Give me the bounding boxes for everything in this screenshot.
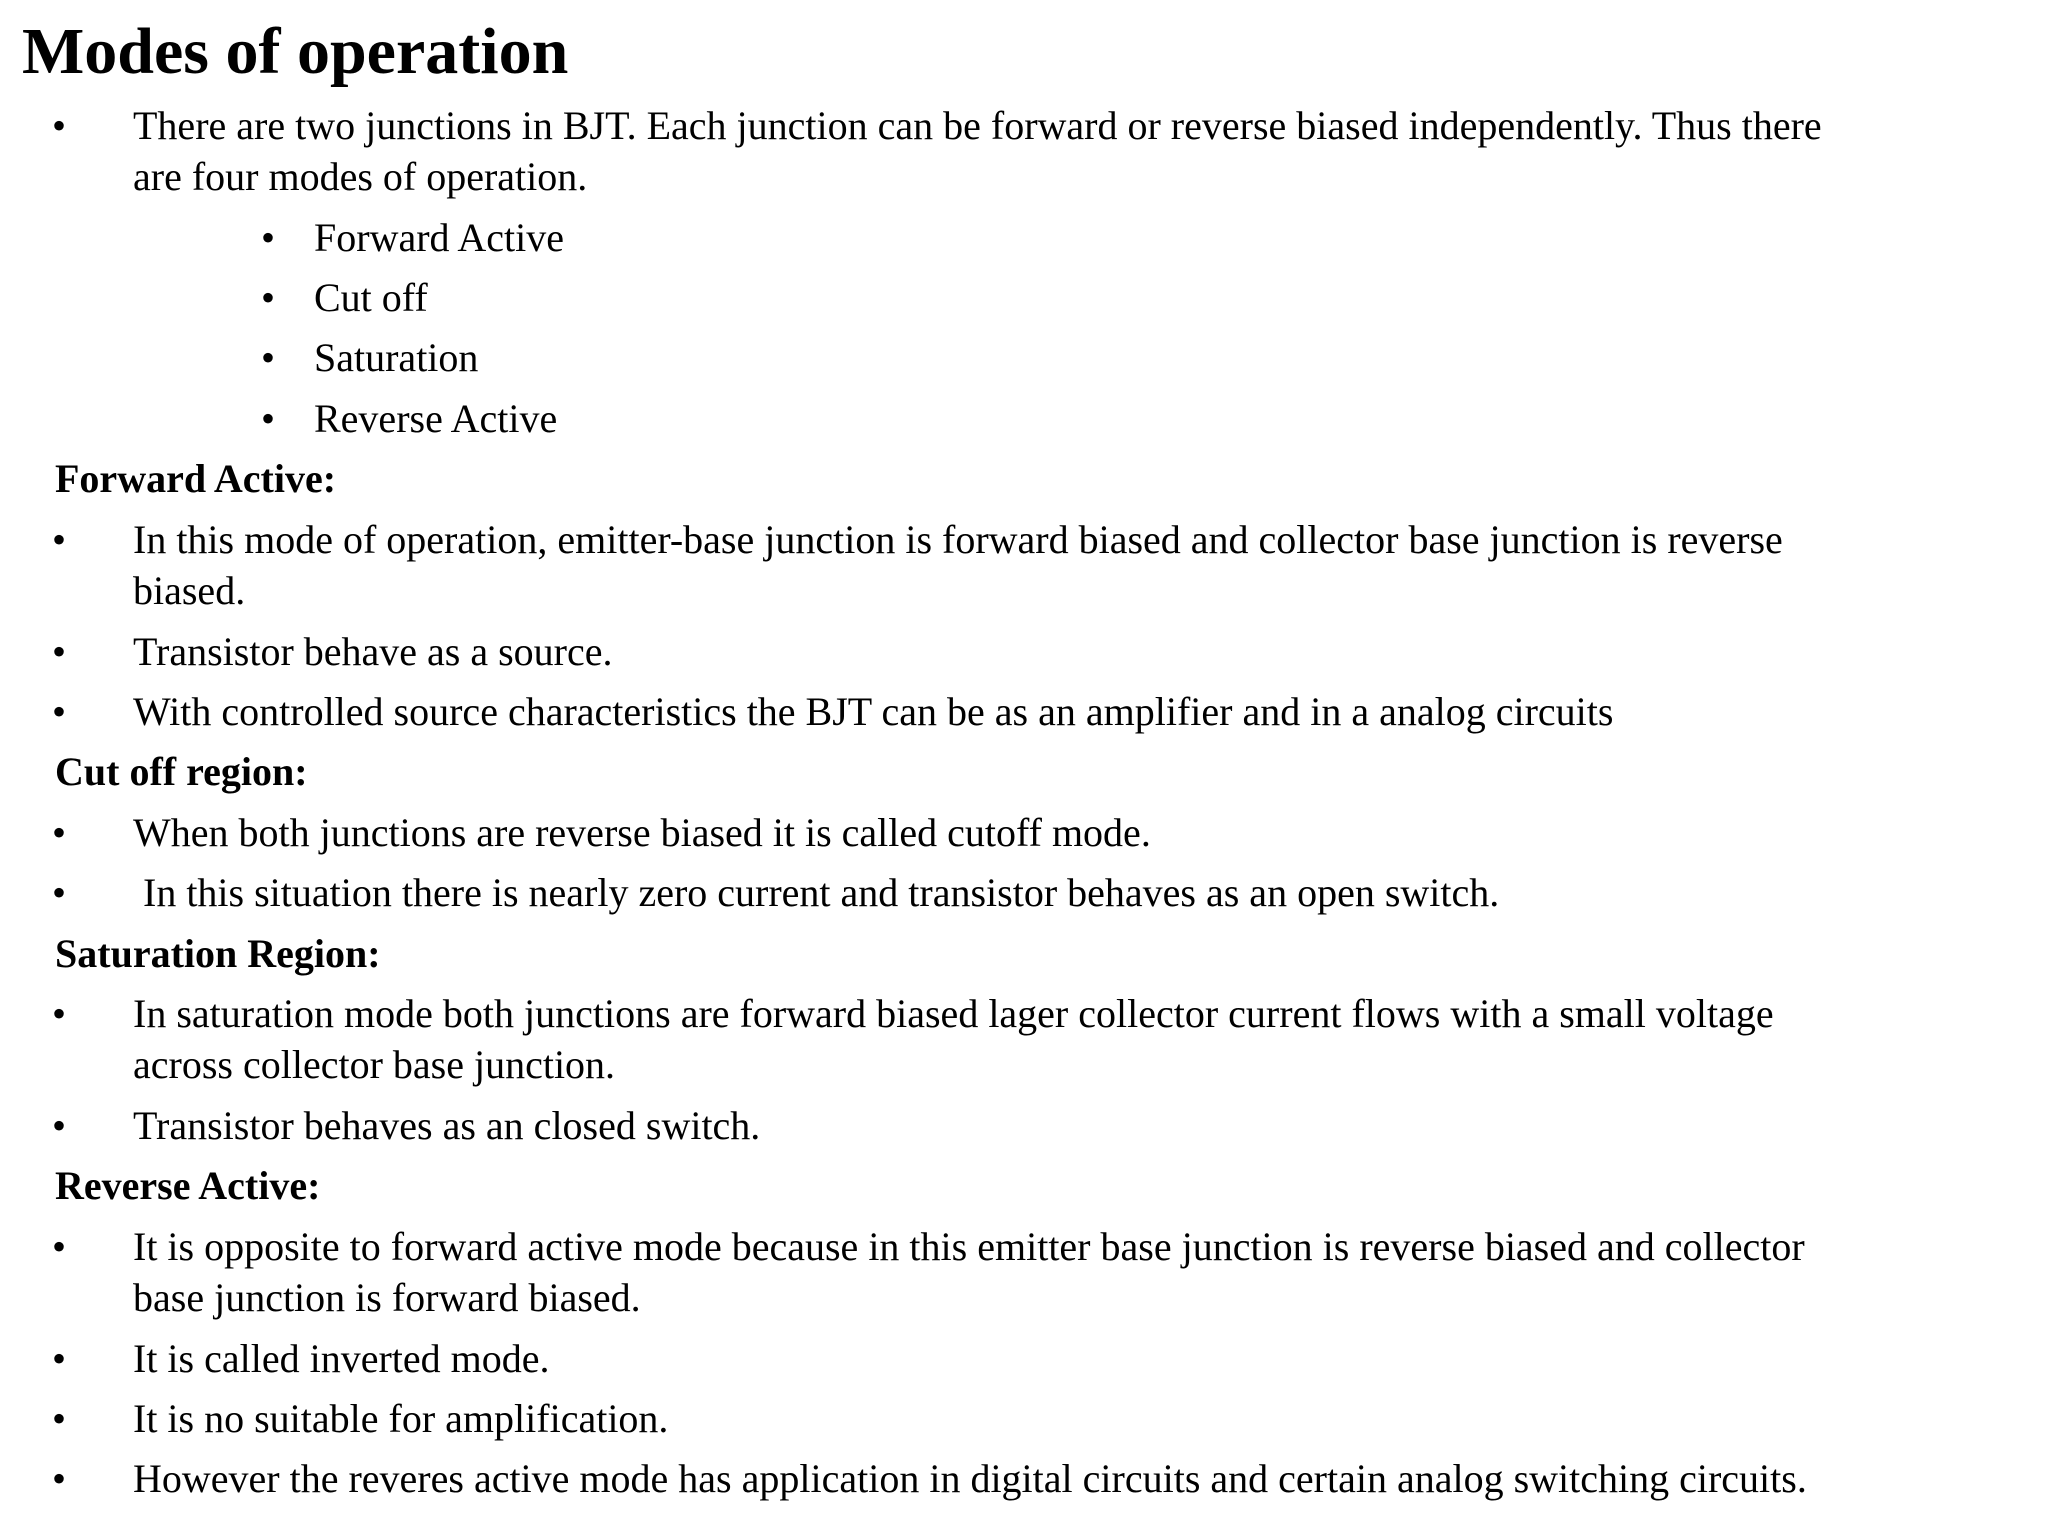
bullet-icon: • bbox=[52, 810, 67, 855]
reverse-active-item-1-line-2: base junction is forward biased. bbox=[133, 1275, 641, 1320]
reverse-active-item-3: It is no suitable for amplification. bbox=[133, 1396, 669, 1441]
section-heading-forward-active: Forward Active: bbox=[55, 456, 337, 501]
page-title: Modes of operation bbox=[22, 15, 569, 88]
bullet-icon: • bbox=[52, 870, 67, 915]
bullet-icon: • bbox=[52, 629, 67, 674]
forward-active-item-1-line-2: biased. bbox=[133, 568, 246, 613]
sub-bullet-icon: • bbox=[261, 275, 276, 320]
reverse-active-item-1-line-1: It is opposite to forward active mode because in this emitter base junction is reverse biased and collector bbox=[133, 1224, 1805, 1269]
intro-text-line-2: are four modes of operation. bbox=[133, 154, 588, 199]
bullet-icon: • bbox=[52, 1224, 67, 1269]
mode-list-item: Cut off bbox=[314, 275, 428, 320]
mode-list-item: Forward Active bbox=[314, 215, 564, 260]
section-heading-cut-off: Cut off region: bbox=[55, 749, 308, 794]
forward-active-item-1-line-1: In this mode of operation, emitter-base junction is forward biased and collector base junction is reverse bbox=[133, 517, 1783, 562]
reverse-active-item-2: It is called inverted mode. bbox=[133, 1336, 550, 1381]
sub-bullet-icon: • bbox=[261, 396, 276, 441]
bullet-icon: • bbox=[52, 517, 67, 562]
cut-off-item-2: In this situation there is nearly zero current and transistor behaves as an open switch. bbox=[133, 870, 1500, 915]
mode-list-item: Saturation bbox=[314, 335, 479, 380]
bullet-icon: • bbox=[52, 991, 67, 1036]
forward-active-item-3: With controlled source characteristics the BJT can be as an amplifier and in a analog circuits bbox=[133, 689, 1614, 734]
bullet-icon: • bbox=[52, 689, 67, 734]
reverse-active-item-4: However the reveres active mode has application in digital circuits and certain analog switching circuits. bbox=[133, 1456, 1807, 1501]
saturation-item-1-line-2: across collector base junction. bbox=[133, 1042, 616, 1087]
forward-active-item-2: Transistor behave as a source. bbox=[133, 629, 613, 674]
section-heading-saturation: Saturation Region: bbox=[55, 931, 381, 976]
bullet-icon: • bbox=[52, 1336, 67, 1381]
saturation-item-1-line-1: In saturation mode both junctions are forward biased lager collector current flows with a small voltage bbox=[133, 991, 1774, 1036]
sub-bullet-icon: • bbox=[261, 335, 276, 380]
section-heading-reverse-active: Reverse Active: bbox=[55, 1163, 321, 1208]
bullet-icon: • bbox=[52, 1103, 67, 1148]
bullet-icon: • bbox=[52, 1456, 67, 1501]
bullet-icon: • bbox=[52, 1396, 67, 1441]
saturation-item-2: Transistor behaves as an closed switch. bbox=[133, 1103, 761, 1148]
mode-list-item: Reverse Active bbox=[314, 396, 558, 441]
intro-text-line-1: There are two junctions in BJT. Each junction can be forward or reverse biased independently. Thus there bbox=[133, 103, 1822, 148]
bullet-icon: • bbox=[52, 103, 67, 148]
sub-bullet-icon: • bbox=[261, 215, 276, 260]
cut-off-item-1: When both junctions are reverse biased it is called cutoff mode. bbox=[133, 810, 1151, 855]
